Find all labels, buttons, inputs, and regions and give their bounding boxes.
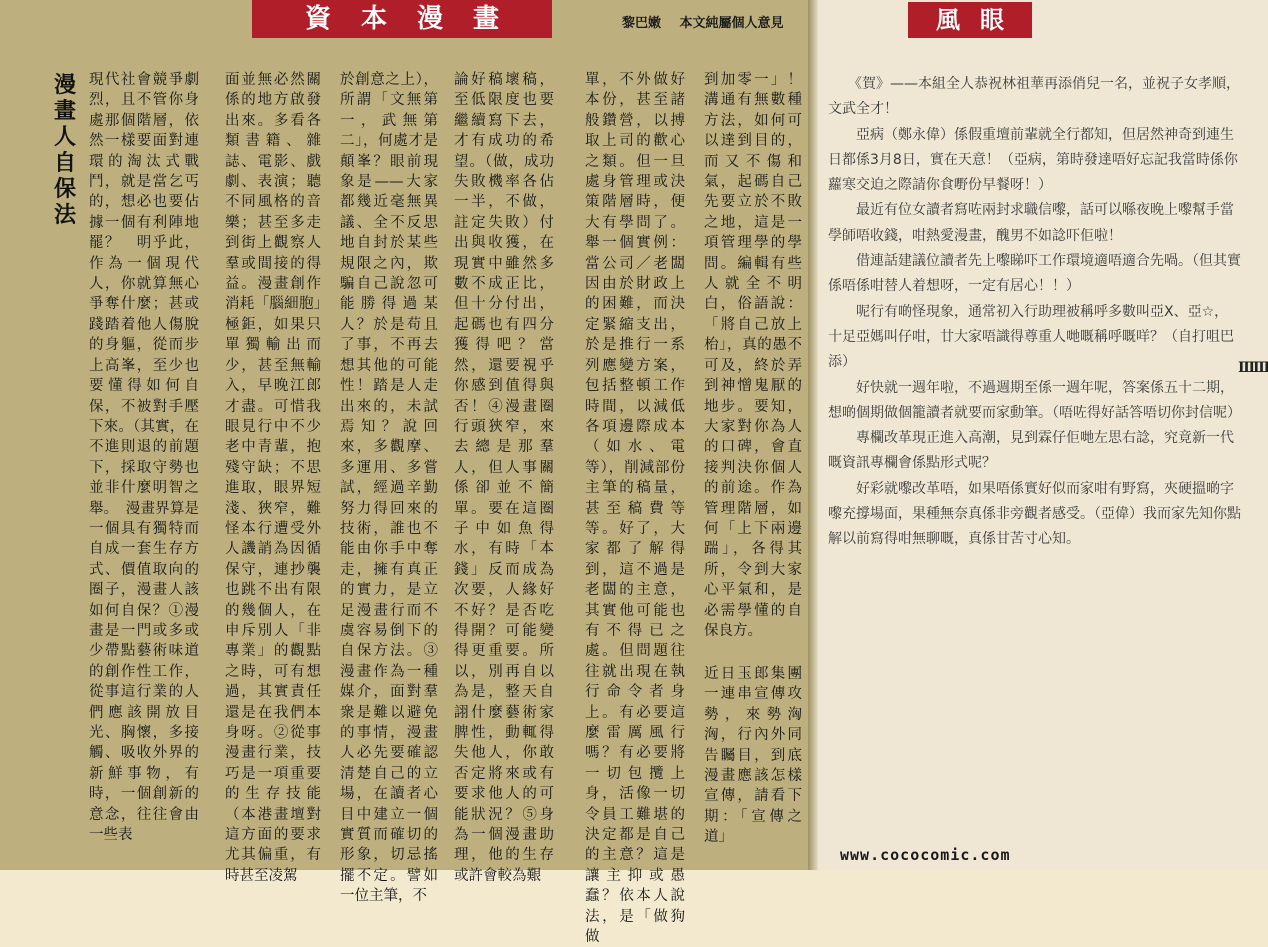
page-gutter — [808, 0, 818, 870]
watermark: www.cococomic.com — [840, 846, 1011, 864]
page-number: ⅢⅢ — [1238, 360, 1268, 376]
article-column-1: 現代社會競爭劇烈，且不管你身處那個階層，依然一樣要面對連環的淘汰式戰鬥，就是當乞丐的，想必也要佔據一個有利陣地罷？ 明乎此，作為一個現代人，你就算無心爭奪什麼；甚或踐踏着他人傷脫的身軀，從而步上高峯，至少也要懂得如何自保，不被對手壓下來。（其實，在不進則退的前題下，採取守勢也並非什麼明智之舉。 漫畫界算是一個具有獨特而自成一套生存方式、價值取向的圈子，漫畫人該如何自保？①漫畫是一門或多或少帶點藝術味道的創作性工作，從事這行業的人們應該開放目光、胸懷，多接觸、吸收外界的新鮮事物，有時，一個創新的意念，往往會由一些表 — [89, 72, 199, 844]
gossip-paragraph: 《賀》——本組全人恭祝林祖華再添俏兒一名，並祝子女孝順，文武全才！ — [828, 76, 1240, 118]
gossip-column — [828, 72, 1242, 553]
column-header-capital-comics: 資本漫畫 — [252, 0, 552, 38]
gossip-paragraph: 好彩就嚟改革唔，如果唔係實好似而家咁有野寫，夾硬搵啲字嚟充撐場面，果種無奈真係非旁觀者感受。（亞偉）我而家先知你點解以前寫得咁無聊嘅，真係甘苦寸心知。 — [828, 480, 1241, 548]
column-header-wind-eye: 風眼 — [908, 2, 1032, 38]
next-issue-notice: 近日玉郎集團一連串宣傳攻勢，來勢洶洶，行內外同告矚目，到底漫畫應該怎樣宣傳，請看下期：「宣傳之道」 — [704, 666, 802, 846]
article-column-6: 到加零一」！溝通有無數種方法，如何可以達到目的，而又不傷和氣，起碼自己先要立於不敗之地，這是一項管理學的學問。編輯有些人就全不明白，俗語說：「將自己放上枱」，真的愚不可及，終於弄到神憎鬼厭的地步。要知，大家對你為人的口碑，會直接判決你個人的前途。作為管理階層，如何「上下兩邊踹」，各得其所，令到大家心平氣和，是必需學懂的自保良方。 — [704, 72, 802, 639]
author-name: 黎巴嫩 — [622, 16, 662, 31]
gossip-paragraph: 最近有位女讀者寫咗兩封求職信嚟，話可以喺夜晚上嚟幫手當學師唔收錢，咁熱愛漫畫，醜男不如諗吓佢啦！ — [828, 202, 1234, 244]
gossip-paragraph: 呢行有啲怪現象，通常初入行助理被稱呼多數叫亞X、亞☆，十足亞媽叫仔咁，廿大家唔識得尊重人哋嘅稱呼嘅咩？（自打咀巴添） — [828, 303, 1234, 371]
article-column-4: 論好稿壞稿，至低限度也要繼續寫下去，才有成功的希望。（做，成功失敗機率各佔一半，不做，註定失敗）付出與收獲，在現實中雖然多數不成正比，但十分付出，起碼也有四分獲得吧？當然，還要視乎你感到值得與否！④漫畫圈行頭狹窄，來去總是那羣人，但人事關係卻並不簡單。要在這圈子中如魚得水，有時「本錢」反而成為次要，人緣好不好？是否吃得開？可能變得更重要。所以，別再自以為是，整天自詡什麼藝術家脾性，動輒得失他人，你敢否定將來或有要求他人的可能狀況？⑤身為一個漫畫助理，他的生存或許會較為艱 — [454, 72, 554, 884]
article-column-5: 單，不外做好本份，甚至諸般鑽營，以搏取上司的歡心之類。但一旦處身管理或決策階層時，便大有學問了。舉一個實例：當公司／老闆因由於財政上的困難，而決定緊縮支出，於是推行一系列應變方案，包括整頓工作時間，以減低各項邊際成本（如水、電等），削減部份主筆的稿量，甚至稿費等等。好了，大家都了解得到，這不過是老闆的主意，其實他可能也有不得已之處。但問題往往就出現在執行命令者身上。有必要這麼雷厲風行嗎？有必要將一切包攬上身，活像一切令員工難堪的決定都是自己的主意？這是讓主抑或愚蠢？依本人說法，是「做狗做 — [585, 72, 685, 946]
disclaimer: 本文純屬個人意見 — [679, 16, 784, 31]
article-column-3: 於創意之上），所謂「文無第一，武無第二」，何處才是顛峯？眼前現象是——大家都幾近毫無異議、全不反思地自封於某些規限之內，欺騙自己說忽可能勝得過某人？於是苟且了事，不再去想其他的可能性！踏是人走出來的，未試焉知？說回來，多觀摩、多運用、多嘗試，經過辛勤努力得回來的技術，誰也不能由你手中奪走，擁有真正的實力，是立足漫畫行而不虞容易倒下的自保方法。③漫畫作為一種媒介，面對羣衆是難以避免的事情，漫畫人必先要確認清楚自己的立場，在讀者心目中建立一個實質而確切的形象，切忌搖擺不定。譬如一位主筆，不 — [340, 72, 438, 905]
article-title: 漫畫人自保法 — [54, 72, 77, 228]
gossip-paragraph: 亞病（鄭永偉）係假重壇前輩就全行都知，但居然神奇到連生日都係3月8日，實在天意！（亞病，第時發達唔好忘記我當時係你蘿寒交迫之際請你食嘢份早餐呀！） — [828, 126, 1238, 194]
gossip-paragraph: 專欄改革現正進入高潮，見到霖仔佢哋左思右諗，究竟新一代嘅資訊專欄會係點形式呢？ — [828, 430, 1234, 472]
article-column-2: 面並無必然關係的地方啟發出來。多看各類書籍、雜誌、電影、戲劇、表演；聽不同風格的音樂；甚至多走到街上觀察人羣或間接的得益。漫畫創作消耗「腦細胞」極鉅，如果只單獨輸出而少，甚至無輸入，早晚江郎才盡。可惜我眼見行中不少老中青輩，抱殘守缺；不思進取，眼界短淺、狹窄，難怪本行遭受外人譏誚為因循保守，連抄襲也跳不出有限的幾個人，在申斥別人「非專業」的觀點之時，可有想過，其實責任還是在我們本身呀。②從事漫畫行業，技巧是一項重要的生存技能（本港畫壇對這方面的要求尤其偏重，有時甚至凌駕 — [225, 72, 321, 884]
gossip-paragraph: 借連話建議位讀者先上嚟睇吓工作環境適唔適合先喎。（但其實係唔係咁替人着想呀，一定有居心！！） — [828, 253, 1241, 295]
gossip-paragraph: 好快就一週年啦，不過週期至係一週年呢，答案係五十二期，想啲個期做個籠讀者就要而家動筆。（唔咗得好話答唔切你封信呢） — [828, 379, 1241, 421]
author-line — [622, 12, 798, 31]
